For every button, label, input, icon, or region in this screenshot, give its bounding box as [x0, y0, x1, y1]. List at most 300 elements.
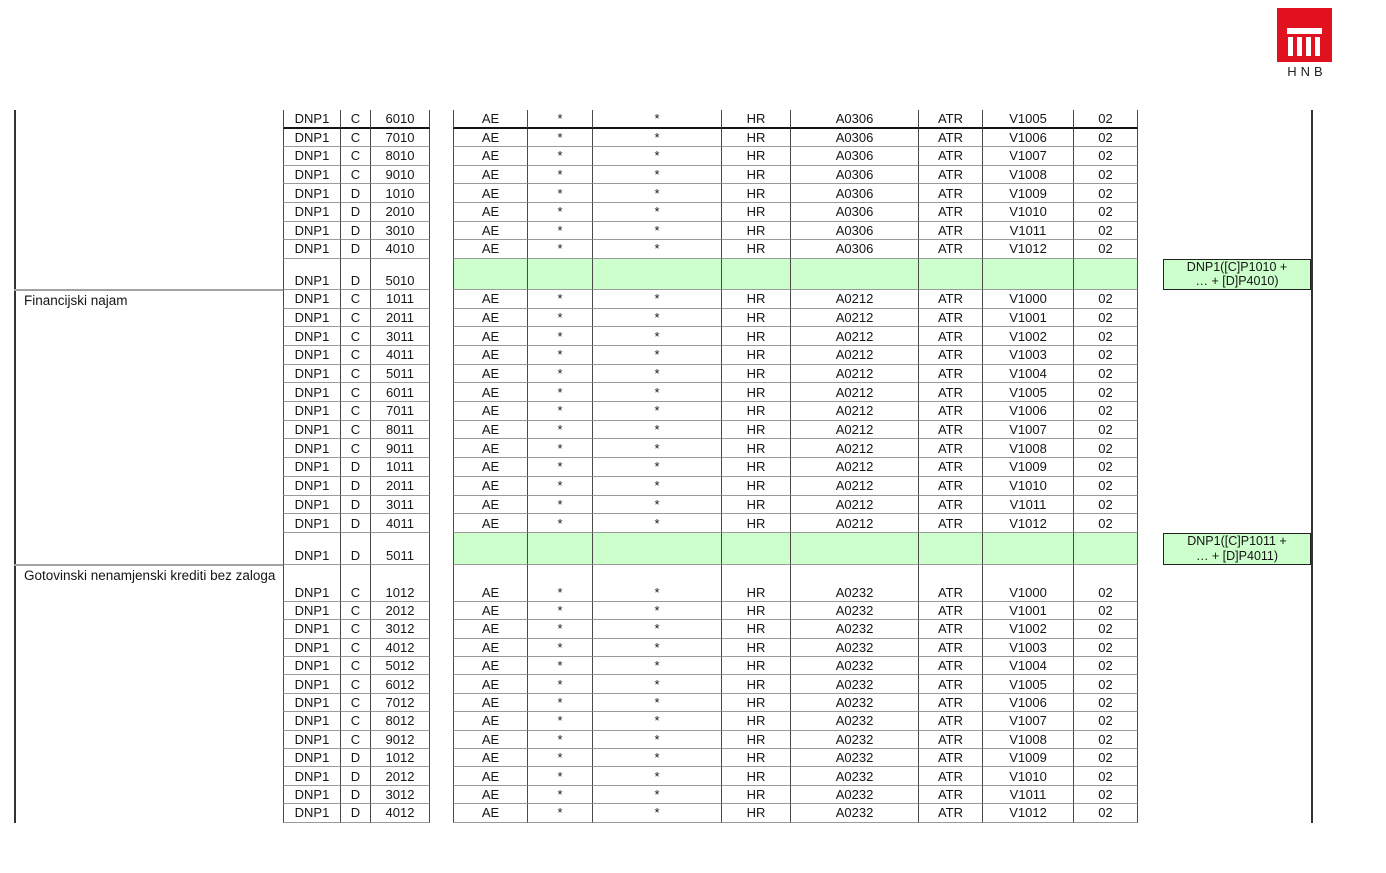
cell-attribute: ATR	[919, 402, 983, 421]
cell-cd-flag: D	[341, 259, 371, 290]
cell-cd-flag: C	[341, 402, 371, 421]
cell-attribute: ATR	[919, 767, 983, 785]
cell-highlighted-empty	[593, 259, 722, 290]
cell-highlighted-empty	[791, 259, 919, 290]
cell-attribute: 02	[1074, 749, 1138, 767]
table-gap	[1138, 533, 1163, 565]
cell-attribute: AE	[453, 694, 528, 712]
cell-attribute: V1011	[983, 222, 1074, 241]
cell-attribute: AE	[453, 110, 528, 129]
cell-attribute: *	[528, 514, 593, 533]
cell-attribute: V1000	[983, 565, 1074, 602]
cell-report-code: DNP1	[283, 639, 341, 657]
cell-attribute: A0306	[791, 184, 919, 203]
cell-attribute: 02	[1074, 712, 1138, 730]
cell-attribute: HR	[722, 439, 791, 458]
cell-report-code: DNP1	[283, 694, 341, 712]
table-row	[283, 290, 1311, 309]
cell-attribute: A0232	[791, 804, 919, 822]
cell-position-code: 6011	[371, 383, 430, 402]
cell-cd-flag: C	[341, 439, 371, 458]
cell-attribute: AE	[453, 439, 528, 458]
cell-position-code: 7011	[371, 402, 430, 421]
cell-cd-flag: C	[341, 694, 371, 712]
cell-cd-flag: D	[341, 514, 371, 533]
table-row	[283, 458, 1311, 477]
cell-attribute: 02	[1074, 290, 1138, 309]
cell-attribute: 02	[1074, 346, 1138, 365]
table-row	[283, 365, 1311, 384]
cell-attribute: *	[528, 383, 593, 402]
cell-attribute: *	[593, 477, 722, 496]
cell-attribute: A0212	[791, 439, 919, 458]
cell-attribute: 02	[1074, 675, 1138, 693]
cell-attribute: A0232	[791, 675, 919, 693]
cell-report-code: DNP1	[283, 514, 341, 533]
cell-attribute: *	[593, 749, 722, 767]
table-row	[283, 240, 1311, 259]
cell-report-code: DNP1	[283, 327, 341, 346]
cell-attribute: A0212	[791, 402, 919, 421]
cell-attribute: 02	[1074, 657, 1138, 675]
cell-cd-flag: C	[341, 383, 371, 402]
cell-attribute: 02	[1074, 458, 1138, 477]
cell-attribute: V1008	[983, 439, 1074, 458]
cell-attribute: V1009	[983, 458, 1074, 477]
cell-attribute: *	[593, 290, 722, 309]
cell-attribute: A0306	[791, 203, 919, 222]
cell-cd-flag: C	[341, 346, 371, 365]
cell-report-code: DNP1	[283, 147, 341, 166]
cell-attribute: 02	[1074, 639, 1138, 657]
cell-attribute: A0306	[791, 222, 919, 241]
cell-highlighted-empty	[791, 533, 919, 565]
table-row	[283, 327, 1311, 346]
logo-column	[1306, 37, 1311, 56]
table-right-border	[1311, 110, 1313, 823]
cell-attribute: *	[528, 620, 593, 638]
logo-column	[1315, 37, 1320, 56]
cell-attribute: ATR	[919, 712, 983, 730]
cell-attribute: 02	[1074, 439, 1138, 458]
cell-attribute: AE	[453, 786, 528, 804]
cell-cd-flag: C	[341, 639, 371, 657]
cell-position-code: 3011	[371, 327, 430, 346]
formula-annotation-line: DNP1([C]P1011 +	[1187, 534, 1287, 549]
cell-attribute: ATR	[919, 240, 983, 259]
cell-attribute: AE	[453, 129, 528, 148]
cell-attribute: *	[593, 694, 722, 712]
cell-report-code: DNP1	[283, 675, 341, 693]
cell-attribute: A0212	[791, 327, 919, 346]
cell-attribute: ATR	[919, 421, 983, 440]
cell-attribute: ATR	[919, 731, 983, 749]
cell-attribute: HR	[722, 458, 791, 477]
cell-attribute: HR	[722, 240, 791, 259]
cell-attribute: ATR	[919, 804, 983, 822]
cell-report-code: DNP1	[283, 749, 341, 767]
table-gap	[430, 712, 453, 730]
cell-attribute: V1012	[983, 240, 1074, 259]
cell-attribute: 02	[1074, 786, 1138, 804]
cell-position-code: 2012	[371, 602, 430, 620]
cell-attribute: *	[528, 346, 593, 365]
table-gap	[430, 184, 453, 203]
cell-highlighted-empty	[722, 259, 791, 290]
cell-position-code: 5012	[371, 657, 430, 675]
table-row-highlighted	[283, 533, 1311, 565]
cell-position-code: 8011	[371, 421, 430, 440]
cell-attribute: ATR	[919, 786, 983, 804]
cell-attribute: AE	[453, 804, 528, 822]
cell-attribute: HR	[722, 346, 791, 365]
cell-attribute: V1008	[983, 166, 1074, 185]
table-row	[283, 222, 1311, 241]
cell-cd-flag: C	[341, 290, 371, 309]
cell-cd-flag: C	[341, 657, 371, 675]
table-gap	[430, 129, 453, 148]
cell-attribute: *	[593, 565, 722, 602]
table-gap	[430, 402, 453, 421]
cell-attribute: 02	[1074, 402, 1138, 421]
cell-report-code: DNP1	[283, 402, 341, 421]
cell-attribute: *	[528, 657, 593, 675]
cell-attribute: *	[593, 786, 722, 804]
table-gap	[430, 458, 453, 477]
table-row	[283, 731, 1311, 749]
cell-attribute: V1003	[983, 639, 1074, 657]
cell-attribute: AE	[453, 421, 528, 440]
cell-attribute: ATR	[919, 203, 983, 222]
cell-attribute: V1009	[983, 184, 1074, 203]
cell-report-code: DNP1	[283, 565, 341, 602]
cell-attribute: AE	[453, 565, 528, 602]
cell-report-code: DNP1	[283, 203, 341, 222]
table-row	[283, 203, 1311, 222]
cell-attribute: 02	[1074, 514, 1138, 533]
cell-position-code: 3012	[371, 786, 430, 804]
cell-report-code: DNP1	[283, 110, 341, 129]
table-gap	[430, 533, 453, 565]
cell-attribute: 02	[1074, 565, 1138, 602]
cell-attribute: HR	[722, 675, 791, 693]
table-row	[283, 184, 1311, 203]
table-row	[283, 675, 1311, 693]
cell-report-code: DNP1	[283, 767, 341, 785]
cell-report-code: DNP1	[283, 786, 341, 804]
cell-attribute: AE	[453, 712, 528, 730]
cell-report-code: DNP1	[283, 184, 341, 203]
cell-position-code: 7012	[371, 694, 430, 712]
cell-attribute: A0232	[791, 749, 919, 767]
cell-attribute: AE	[453, 767, 528, 785]
cell-attribute: *	[528, 694, 593, 712]
cell-attribute: AE	[453, 147, 528, 166]
cell-attribute: HR	[722, 731, 791, 749]
table-row-highlighted	[283, 259, 1311, 290]
cell-report-code: DNP1	[283, 496, 341, 515]
cell-attribute: V1011	[983, 496, 1074, 515]
cell-attribute: V1010	[983, 477, 1074, 496]
cell-report-code: DNP1	[283, 383, 341, 402]
cell-attribute: AE	[453, 477, 528, 496]
table-gap	[430, 731, 453, 749]
cell-attribute: A0232	[791, 620, 919, 638]
cell-attribute: 02	[1074, 147, 1138, 166]
cell-attribute: 02	[1074, 496, 1138, 515]
cell-attribute: *	[593, 240, 722, 259]
formula-annotation-line: … + [D]P4010)	[1195, 274, 1279, 289]
cell-attribute: HR	[722, 402, 791, 421]
cell-position-code: 5011	[371, 365, 430, 384]
cell-attribute: *	[528, 639, 593, 657]
cell-position-code: 5010	[371, 259, 430, 290]
cell-attribute: A0232	[791, 731, 919, 749]
cell-attribute: *	[593, 147, 722, 166]
cell-cd-flag: C	[341, 365, 371, 384]
cell-highlighted-empty	[983, 259, 1074, 290]
cell-report-code: DNP1	[283, 731, 341, 749]
table-gap	[1138, 259, 1163, 290]
cell-attribute: HR	[722, 129, 791, 148]
cell-attribute: AE	[453, 346, 528, 365]
table-gap	[430, 147, 453, 166]
cell-position-code: 2012	[371, 767, 430, 785]
cell-attribute: 02	[1074, 383, 1138, 402]
cell-cd-flag: D	[341, 767, 371, 785]
cell-attribute: A0232	[791, 712, 919, 730]
cell-report-code: DNP1	[283, 458, 341, 477]
cell-report-code: DNP1	[283, 240, 341, 259]
cell-attribute: *	[593, 439, 722, 458]
cell-attribute: 02	[1074, 240, 1138, 259]
cell-position-code: 1012	[371, 749, 430, 767]
cell-attribute: A0212	[791, 514, 919, 533]
table-row	[283, 439, 1311, 458]
cell-attribute: ATR	[919, 565, 983, 602]
cell-attribute: V1011	[983, 786, 1074, 804]
cell-attribute: 02	[1074, 767, 1138, 785]
cell-attribute: *	[528, 458, 593, 477]
cell-attribute: ATR	[919, 639, 983, 657]
cell-cd-flag: C	[341, 110, 371, 129]
cell-report-code: DNP1	[283, 309, 341, 328]
cell-highlighted-empty	[919, 533, 983, 565]
cell-cd-flag: C	[341, 309, 371, 328]
cell-highlighted-empty	[919, 259, 983, 290]
cell-attribute: *	[593, 129, 722, 148]
cell-attribute: *	[528, 402, 593, 421]
cell-attribute: ATR	[919, 496, 983, 515]
cell-report-code: DNP1	[283, 712, 341, 730]
cell-position-code: 6010	[371, 110, 430, 129]
cell-attribute: *	[528, 290, 593, 309]
cell-attribute: 02	[1074, 620, 1138, 638]
table-gap	[430, 514, 453, 533]
cell-position-code: 9011	[371, 439, 430, 458]
cell-highlighted-empty	[1074, 533, 1138, 565]
cell-attribute: A0232	[791, 639, 919, 657]
cell-report-code: DNP1	[283, 804, 341, 822]
table-row	[283, 786, 1311, 804]
cell-attribute: HR	[722, 496, 791, 515]
cell-attribute: 02	[1074, 694, 1138, 712]
cell-attribute: ATR	[919, 675, 983, 693]
table-row	[283, 383, 1311, 402]
cell-attribute: A0306	[791, 166, 919, 185]
cell-attribute: *	[528, 477, 593, 496]
cell-attribute: 02	[1074, 421, 1138, 440]
cell-attribute: ATR	[919, 458, 983, 477]
table-row	[283, 514, 1311, 533]
cell-attribute: *	[593, 712, 722, 730]
cell-attribute: HR	[722, 147, 791, 166]
cell-attribute: AE	[453, 657, 528, 675]
cell-cd-flag: C	[341, 565, 371, 602]
cell-attribute: *	[593, 110, 722, 129]
cell-attribute: V1000	[983, 290, 1074, 309]
cell-position-code: 1011	[371, 458, 430, 477]
table-gap	[430, 290, 453, 309]
cell-attribute: HR	[722, 749, 791, 767]
cell-attribute: AE	[453, 639, 528, 657]
table-gap	[430, 477, 453, 496]
cell-attribute: HR	[722, 222, 791, 241]
cell-attribute: *	[593, 458, 722, 477]
cell-highlighted-empty	[453, 259, 528, 290]
cell-attribute: AE	[453, 749, 528, 767]
cell-attribute: HR	[722, 514, 791, 533]
cell-attribute: A0212	[791, 458, 919, 477]
cell-position-code: 9012	[371, 731, 430, 749]
cell-attribute: A0212	[791, 309, 919, 328]
table-gap	[430, 110, 453, 129]
table-row	[283, 694, 1311, 712]
cell-attribute: 02	[1074, 129, 1138, 148]
cell-attribute: V1012	[983, 514, 1074, 533]
cell-position-code: 2010	[371, 203, 430, 222]
table-gap	[430, 675, 453, 693]
mapping-table	[283, 110, 1311, 823]
table-left-border	[14, 110, 16, 823]
cell-attribute: *	[593, 496, 722, 515]
cell-report-code: DNP1	[283, 346, 341, 365]
cell-attribute: *	[528, 222, 593, 241]
cell-position-code: 4011	[371, 346, 430, 365]
cell-cd-flag: D	[341, 222, 371, 241]
table-row	[283, 712, 1311, 730]
table-gap	[430, 421, 453, 440]
cell-attribute: ATR	[919, 477, 983, 496]
cell-report-code: DNP1	[283, 439, 341, 458]
cell-attribute: V1007	[983, 712, 1074, 730]
cell-position-code: 8010	[371, 147, 430, 166]
cell-report-code: DNP1	[283, 421, 341, 440]
table-row	[283, 749, 1311, 767]
cell-attribute: *	[593, 602, 722, 620]
cell-report-code: DNP1	[283, 166, 341, 185]
cell-attribute: HR	[722, 290, 791, 309]
cell-attribute: A0306	[791, 147, 919, 166]
cell-attribute: AE	[453, 458, 528, 477]
cell-attribute: V1012	[983, 804, 1074, 822]
table-row	[283, 639, 1311, 657]
cell-attribute: V1010	[983, 767, 1074, 785]
cell-position-code: 1010	[371, 184, 430, 203]
cell-report-code: DNP1	[283, 365, 341, 384]
cell-attribute: *	[593, 383, 722, 402]
table-gap	[430, 786, 453, 804]
cell-attribute: HR	[722, 767, 791, 785]
table-gap	[430, 694, 453, 712]
cell-position-code: 5011	[371, 533, 430, 565]
table-row	[283, 402, 1311, 421]
cell-attribute: HR	[722, 327, 791, 346]
cell-attribute: 02	[1074, 222, 1138, 241]
cell-attribute: 02	[1074, 184, 1138, 203]
cell-attribute: A0232	[791, 657, 919, 675]
cell-attribute: V1006	[983, 129, 1074, 148]
cell-attribute: ATR	[919, 184, 983, 203]
cell-attribute: *	[528, 804, 593, 822]
hnb-logo-text: HNB	[1287, 64, 1327, 79]
cell-attribute: HR	[722, 110, 791, 129]
cell-attribute: AE	[453, 327, 528, 346]
cell-attribute: ATR	[919, 166, 983, 185]
cell-attribute: *	[593, 804, 722, 822]
cell-position-code: 4010	[371, 240, 430, 259]
section-separator	[14, 289, 283, 291]
cell-attribute: 02	[1074, 110, 1138, 129]
cell-attribute: A0212	[791, 383, 919, 402]
cell-attribute: V1002	[983, 620, 1074, 638]
cell-attribute: A0232	[791, 767, 919, 785]
cell-cd-flag: D	[341, 458, 371, 477]
cell-attribute: *	[528, 675, 593, 693]
cell-attribute: 02	[1074, 327, 1138, 346]
table-gap	[430, 602, 453, 620]
cell-attribute: AE	[453, 383, 528, 402]
cell-attribute: *	[528, 110, 593, 129]
table-gap	[430, 749, 453, 767]
table-gap	[430, 309, 453, 328]
cell-report-code: DNP1	[283, 602, 341, 620]
cell-attribute: AE	[453, 166, 528, 185]
cell-report-code: DNP1	[283, 259, 341, 290]
cell-attribute: *	[528, 439, 593, 458]
cell-cd-flag: D	[341, 533, 371, 565]
cell-attribute: V1006	[983, 402, 1074, 421]
cell-attribute: AE	[453, 496, 528, 515]
cell-attribute: A0306	[791, 129, 919, 148]
cell-position-code: 4011	[371, 514, 430, 533]
cell-attribute: *	[528, 712, 593, 730]
cell-attribute: A0212	[791, 477, 919, 496]
cell-attribute: *	[528, 749, 593, 767]
cell-attribute: *	[528, 129, 593, 148]
cell-attribute: ATR	[919, 129, 983, 148]
cell-position-code: 2011	[371, 477, 430, 496]
cell-attribute: A0232	[791, 786, 919, 804]
cell-attribute: HR	[722, 804, 791, 822]
cell-attribute: 02	[1074, 602, 1138, 620]
cell-attribute: *	[528, 203, 593, 222]
cell-attribute: ATR	[919, 749, 983, 767]
cell-attribute: V1010	[983, 203, 1074, 222]
cell-attribute: HR	[722, 166, 791, 185]
table-gap	[430, 657, 453, 675]
cell-attribute: *	[593, 222, 722, 241]
